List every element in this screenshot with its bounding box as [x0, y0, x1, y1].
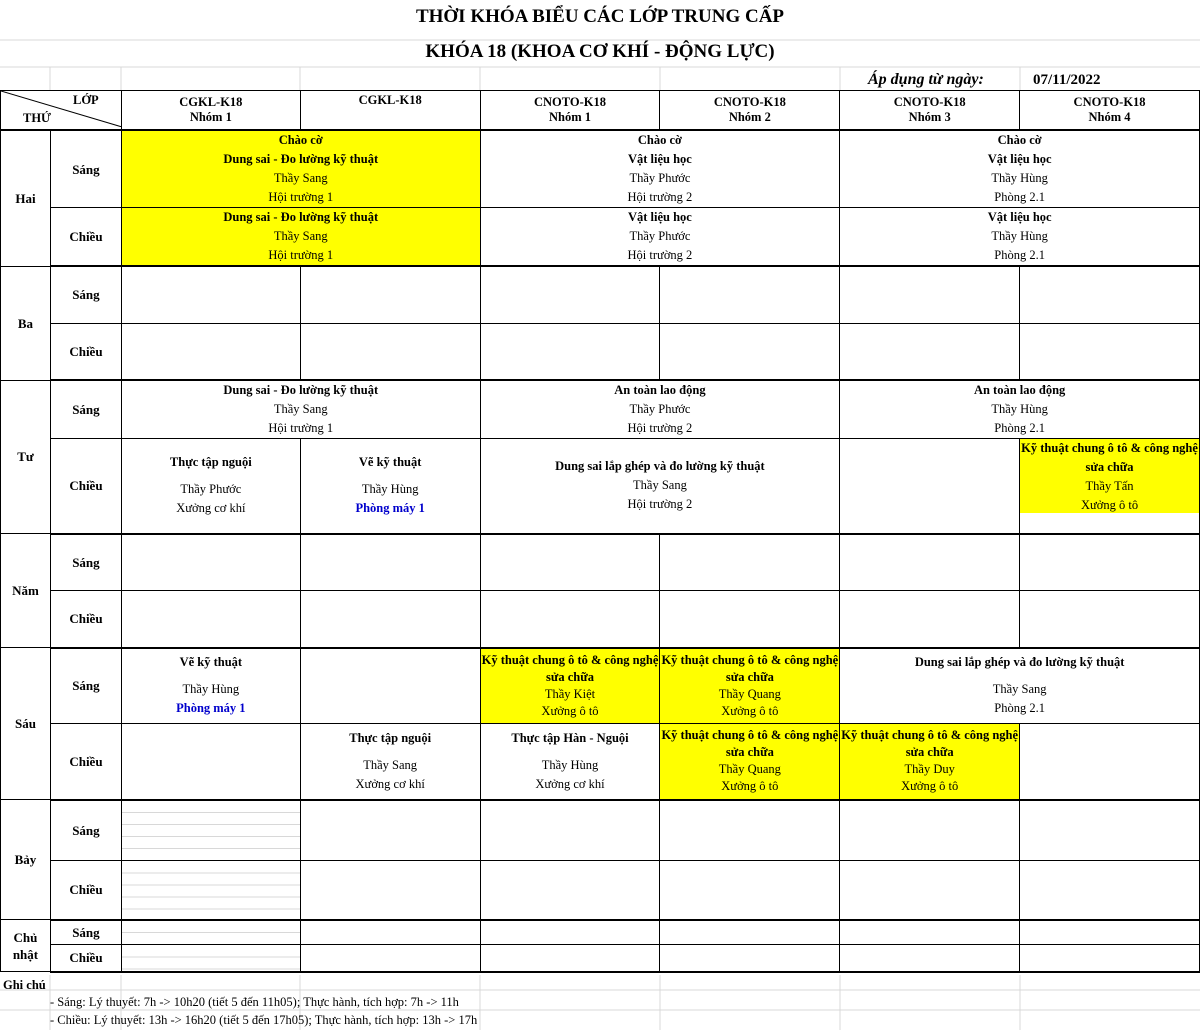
empty-cell: [660, 323, 840, 380]
header-class-5: CNOTO-K18 Nhóm 3: [840, 91, 1020, 131]
row-ba-chieu: [1, 323, 1200, 380]
note-afternoon: - Chiều: Lý thuyết: 13h -> 16h20 (tiết 5 đến 17h05); Thực hành, tích hợp: 13h -> 17h: [50, 1013, 478, 1027]
cell-sau-chieu-cgkl-2: Thực tập nguội Thầy Sang Xưởng cơ khí: [300, 724, 480, 800]
empty-cell: [121, 920, 300, 945]
cell-sau-sang-cnoto-2: Kỹ thuật chung ô tô & công nghệ sửa chữa Thầy Quang Xưởng ô tô: [660, 648, 840, 724]
cell-hai-chieu-cnoto-12: Vật liệu học Thầy Phước Hội trường 2: [480, 208, 840, 267]
note-morning: - Sáng: Lý thuyết: 7h -> 10h20 (tiết 5 đến 11h05); Thực hành, tích hợp: 7h -> 11h: [50, 995, 459, 1009]
cell-tu-sang-cnoto-12: An toàn lao động Thầy Phước Hội trường 2: [480, 380, 840, 439]
session-sang: Sáng: [50, 266, 121, 323]
day-hai: Hai: [1, 130, 51, 266]
corner-diagonal: [1, 91, 121, 127]
empty-cell: [300, 591, 480, 648]
notes-title: Ghi chú: [3, 978, 46, 992]
empty-cell: [1020, 861, 1200, 920]
empty-cell: [840, 266, 1020, 323]
row-bay-chieu: [1, 861, 1200, 920]
header-corner: [1, 91, 122, 131]
empty-cell: [480, 591, 660, 648]
row-sau-chieu: [1, 724, 1200, 800]
empty-cell: [1020, 323, 1200, 380]
session-chieu: Chiều: [50, 439, 121, 534]
empty-cell: [121, 724, 300, 800]
cell-sau-chieu-cnoto-2: Kỹ thuật chung ô tô & công nghệ sửa chữa Thầy Quang Xưởng ô tô: [660, 724, 840, 800]
empty-cell: [1020, 920, 1200, 945]
empty-cell: [480, 534, 660, 591]
session-chieu: Chiều: [50, 861, 121, 920]
empty-cell: [300, 648, 480, 724]
session-chieu: Chiều: [50, 724, 121, 800]
empty-cell: [660, 945, 840, 972]
day-nam: Năm: [1, 534, 51, 648]
header-class-3: CNOTO-K18 Nhóm 1: [480, 91, 660, 131]
header-class-1: CGKL-K18 Nhóm 1: [121, 91, 300, 131]
empty-cell: [121, 323, 300, 380]
empty-cell: [121, 861, 300, 920]
row-tu-sang: [1, 380, 1200, 439]
row-hai-sang: [1, 130, 1200, 208]
empty-cell: [121, 534, 300, 591]
header-row: [1, 91, 1200, 131]
header-class-2: CGKL-K18: [300, 91, 480, 131]
empty-cell: [121, 945, 300, 972]
empty-cell: [300, 534, 480, 591]
row-sau-sang: [1, 648, 1200, 724]
title-line-2: KHÓA 18 (KHOA CƠ KHÍ - ĐỘNG LỰC): [425, 41, 775, 62]
row-cn-chieu: [1, 945, 1200, 972]
empty-cell: [660, 800, 840, 861]
empty-cell: [840, 861, 1020, 920]
empty-cell: [300, 920, 480, 945]
empty-cell: [480, 800, 660, 861]
cell-hai-sang-cnoto-12: Chào cờ Vật liệu học Thầy Phước Hội trường 2: [480, 130, 840, 208]
cell-sau-chieu-cnoto-3: Kỹ thuật chung ô tô & công nghệ sửa chữa Thầy Duy Xưởng ô tô: [840, 724, 1020, 800]
empty-cell: [840, 439, 1020, 534]
row-tu-chieu: [1, 439, 1200, 534]
cell-sau-sang-cnoto-1: Kỹ thuật chung ô tô & công nghệ sửa chữa Thầy Kiệt Xưởng ô tô: [480, 648, 660, 724]
day-sau: Sáu: [1, 648, 51, 800]
session-sang: Sáng: [50, 534, 121, 591]
row-bay-sang: [1, 800, 1200, 861]
session-sang: Sáng: [50, 648, 121, 724]
cell-sau-sang-cgkl-1: Vẽ kỹ thuật Thầy Hùng Phòng máy 1: [121, 648, 300, 724]
empty-cell: [840, 920, 1020, 945]
cell-tu-chieu-cnoto-12: Dung sai lắp ghép và đo lường kỹ thuật Thầy Sang Hội trường 2: [480, 439, 840, 534]
session-sang: Sáng: [50, 380, 121, 439]
empty-cell: [1020, 724, 1200, 800]
empty-cell: [1020, 800, 1200, 861]
day-chu-nhat: Chủ nhật: [1, 920, 51, 972]
header-class-4: CNOTO-K18 Nhóm 2: [660, 91, 840, 131]
cell-hai-sang-cgkl: Chào cờ Dung sai - Đo lường kỹ thuật Thầy Sang Hội trường 1: [121, 130, 480, 208]
header-lop: LỚP: [73, 93, 99, 107]
cell-tu-sang-cgkl: Dung sai - Đo lường kỹ thuật Thầy Sang Hội trường 1: [121, 380, 480, 439]
row-cn-sang: [1, 920, 1200, 945]
empty-cell: [300, 323, 480, 380]
day-tu: Tư: [1, 380, 51, 534]
empty-cell: [660, 591, 840, 648]
empty-cell: [300, 800, 480, 861]
row-ba-sang: [1, 266, 1200, 323]
title-line-1: THỜI KHÓA BIỂU CÁC LỚP TRUNG CẤP: [415, 6, 785, 27]
empty-cell: [660, 534, 840, 591]
applies-from-label: Áp dụng từ ngày:: [868, 71, 984, 88]
empty-cell: [480, 945, 660, 972]
header-thu: THỨ: [23, 111, 52, 125]
cell-tu-chieu-cgkl-2: Vẽ kỹ thuật Thầy Hùng Phòng máy 1: [300, 439, 480, 534]
empty-cell: [300, 861, 480, 920]
cell-hai-chieu-cnoto-34: Vật liệu học Thầy Hùng Phòng 2.1: [840, 208, 1200, 267]
header-class-6: CNOTO-K18 Nhóm 4: [1020, 91, 1200, 131]
empty-cell: [1020, 591, 1200, 648]
cell-sau-sang-cnoto-34: Dung sai lắp ghép và đo lường kỹ thuật Thầy Sang Phòng 2.1: [840, 648, 1200, 724]
session-chieu: Chiều: [50, 945, 121, 972]
cell-hai-sang-cnoto-34: Chào cờ Vật liệu học Thầy Hùng Phòng 2.1: [840, 130, 1200, 208]
empty-cell: [1020, 534, 1200, 591]
day-bay: Bảy: [1, 800, 51, 920]
timetable: [0, 90, 1200, 973]
cell-tu-chieu-cgkl-1: Thực tập nguội Thầy Phước Xưởng cơ khí: [121, 439, 300, 534]
empty-cell: [1020, 945, 1200, 972]
empty-cell: [480, 920, 660, 945]
cell-hai-chieu-cgkl: Dung sai - Đo lường kỹ thuật Thầy Sang Hội trường 1: [121, 208, 480, 267]
session-chieu: Chiều: [50, 591, 121, 648]
session-sang: Sáng: [50, 920, 121, 945]
empty-cell: [660, 266, 840, 323]
empty-cell: [480, 861, 660, 920]
empty-cell: [121, 591, 300, 648]
cell-tu-chieu-cnoto-4: Kỹ thuật chung ô tô & công nghệ sửa chữa Thầy Tấn Xưởng ô tô: [1020, 439, 1200, 534]
session-chieu: Chiều: [50, 208, 121, 267]
row-nam-sang: [1, 534, 1200, 591]
empty-cell: [300, 266, 480, 323]
session-sang: Sáng: [50, 800, 121, 861]
empty-cell: [840, 591, 1020, 648]
session-sang: Sáng: [50, 130, 121, 208]
empty-cell: [300, 945, 480, 972]
empty-cell: [840, 945, 1020, 972]
day-ba: Ba: [1, 266, 51, 380]
row-nam-chieu: [1, 591, 1200, 648]
empty-cell: [121, 266, 300, 323]
applies-from-date: 07/11/2022: [1033, 72, 1101, 88]
empty-cell: [121, 800, 300, 861]
empty-cell: [840, 534, 1020, 591]
empty-cell: [660, 920, 840, 945]
empty-cell: [840, 323, 1020, 380]
cell-sau-chieu-cnoto-1: Thực tập Hàn - Nguội Thầy Hùng Xưởng cơ khí: [480, 724, 660, 800]
cell-tu-sang-cnoto-34: An toàn lao động Thầy Hùng Phòng 2.1: [840, 380, 1200, 439]
empty-cell: [1020, 266, 1200, 323]
empty-cell: [660, 861, 840, 920]
session-chieu: Chiều: [50, 323, 121, 380]
row-hai-chieu: [1, 208, 1200, 267]
empty-cell: [840, 800, 1020, 861]
empty-cell: [480, 266, 660, 323]
empty-cell: [480, 323, 660, 380]
